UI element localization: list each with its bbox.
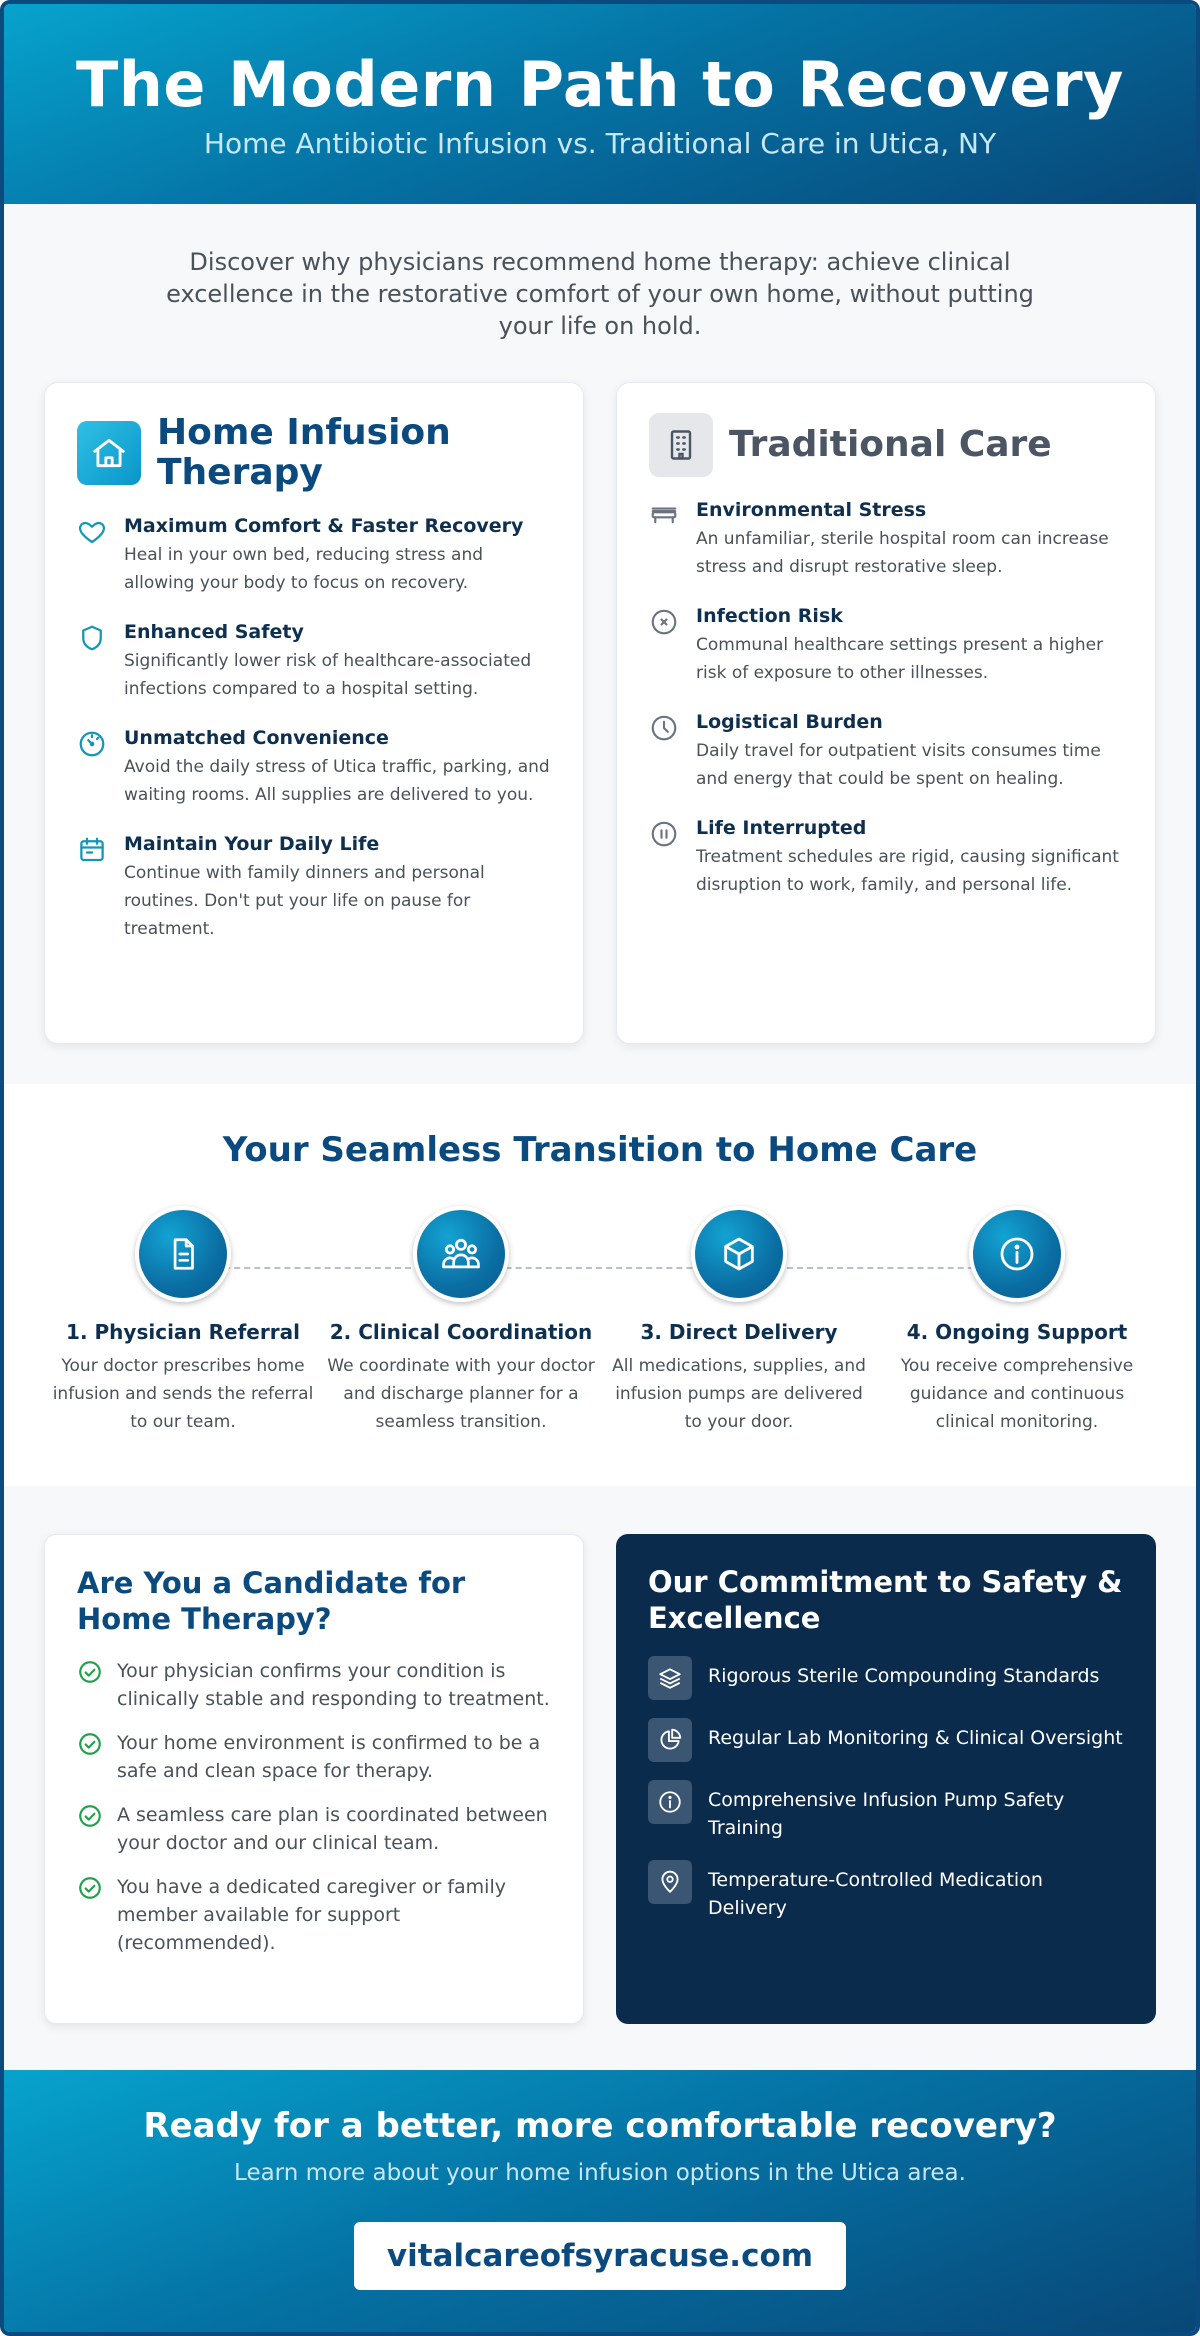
calendar-icon [77,835,107,865]
step-desc: We coordinate with your doctor and discharge planner for a seamless transition. [327,1356,595,1432]
step-desc: All medications, supplies, and infusion pumps are delivered to your door. [612,1356,866,1432]
commitment-item [648,1656,1124,1700]
home-icon [77,421,141,485]
traditional-feature-interrupted [649,817,1123,899]
page-header [4,4,1196,204]
step-direct-delivery [600,1206,878,1436]
step-physician-referral [44,1206,322,1436]
step-desc: You receive comprehensive guidance and continuous clinical monitoring. [900,1356,1134,1432]
candidate-title: Are You a Candidate for Home Therapy? [77,1566,466,1636]
team-icon [413,1206,509,1302]
website-link-button[interactable]: vitalcareofsyracuse.com [354,2222,846,2290]
step-clinical-coordination [322,1206,600,1436]
heart-icon [77,517,107,547]
shield-icon [77,623,107,653]
feature-desc: Continue with family dinners and personal routines. Don't put your life on pause for treatment. [124,863,485,939]
call-to-action-banner [4,2070,1196,2332]
steps-title: Your Seamless Transition to Home Care [222,1130,978,1170]
step-title: 1. Physician Referral [66,1320,300,1344]
feature-desc: Significantly lower risk of healthcare-associated infections compared to a hospital setting. [124,651,532,699]
feature-title: Unmatched Convenience [124,727,389,749]
feature-title: Environmental Stress [696,499,927,521]
page-subtitle: Home Antibiotic Infusion vs. Traditional Care in Utica, NY [203,127,997,160]
candidate-item-text: You have a dedicated caregiver or family member available for support (recommended). [117,1876,506,1954]
x-circle-icon [649,607,679,637]
feature-desc: Daily travel for outpatient visits consumes time and energy that could be spent on healing. [696,741,1101,789]
candidate-item-text: A seamless care plan is coordinated between your doctor and our clinical team. [117,1804,548,1854]
commitment-title: Our Commitment to Safety & Excellence [648,1565,1123,1635]
feature-desc: Heal in your own bed, reducing stress and allowing your body to focus on recovery. [124,545,484,593]
commitment-item [648,1718,1124,1762]
building-icon [649,413,713,477]
commitment-item-text: Rigorous Sterile Compounding Standards [708,1665,1100,1687]
candidate-item-text: Your home environment is confirmed to be a safe and clean space for therapy. [117,1732,541,1782]
cta-subtitle: Learn more about your home infusion options in the Utica area. [234,2160,966,2186]
home-infusion-title: Home Infusion Therapy [157,412,451,493]
feature-title: Infection Risk [696,605,843,627]
candidate-card [44,1534,584,2024]
eligibility-section [4,1486,1196,2024]
step-title: 3. Direct Delivery [640,1320,838,1344]
check-circle-icon [77,1875,103,1901]
feature-desc: Communal healthcare settings present a higher risk of exposure to other illnesses. [696,635,1104,683]
feature-title: Maximum Comfort & Faster Recovery [124,515,524,537]
traditional-care-title: Traditional Care [729,424,1052,465]
home-feature-convenience [77,727,551,809]
feature-title: Maintain Your Daily Life [124,833,380,855]
check-circle-icon [77,1803,103,1829]
bed-icon [649,501,679,531]
check-circle-icon [77,1659,103,1685]
pie-chart-icon [648,1718,692,1762]
commitment-item-text: Comprehensive Infusion Pump Safety Training [708,1789,1065,1839]
candidate-item-text: Your physician confirms your condition is clinically stable and responding to treatment. [117,1660,550,1710]
home-feature-daily-life [77,833,551,943]
step-title: 4. Ongoing Support [906,1320,1128,1344]
step-ongoing-support [878,1206,1156,1436]
feature-desc: Treatment schedules are rigid, causing significant disruption to work, family, and personal life. [696,847,1119,895]
comparison-section [4,342,1196,1044]
map-pin-icon [648,1860,692,1904]
document-icon [135,1206,231,1302]
cta-title: Ready for a better, more comfortable recovery? [143,2106,1057,2146]
home-feature-comfort [77,515,551,597]
step-title: 2. Clinical Coordination [329,1320,593,1344]
layers-icon [648,1656,692,1700]
candidate-item [77,1801,551,1857]
commitment-card [616,1534,1156,2024]
intro-text: Discover why physicians recommend home therapy: achieve clinical excellence in the restorative comfort of your own home, without putting your life on hold. [166,248,1034,340]
feature-title: Life Interrupted [696,817,867,839]
info-icon [969,1206,1065,1302]
feature-title: Enhanced Safety [124,621,304,643]
commitment-item [648,1780,1124,1842]
home-infusion-card [44,382,584,1044]
commitment-item [648,1860,1124,1922]
feature-desc: An unfamiliar, sterile hospital room can increase stress and disrupt restorative sleep. [696,529,1109,577]
candidate-item [77,1873,551,1957]
traditional-feature-logistics [649,711,1123,793]
candidate-item [77,1657,551,1713]
home-feature-safety [77,621,551,703]
step-desc: Your doctor prescribes home infusion and sends the referral to our team. [52,1356,314,1432]
feature-desc: Avoid the daily stress of Utica traffic, parking, and waiting rooms. All supplies are delivered to you. [124,757,550,805]
commitment-item-text: Regular Lab Monitoring & Clinical Oversight [708,1727,1123,1749]
traditional-feature-infection [649,605,1123,687]
gauge-icon [77,729,107,759]
info-icon [648,1780,692,1824]
package-icon [691,1206,787,1302]
page-title: The Modern Path to Recovery [76,48,1124,121]
check-circle-icon [77,1731,103,1757]
clock-icon [649,713,679,743]
traditional-care-card [616,382,1156,1044]
commitment-item-text: Temperature-Controlled Medication Delivery [708,1869,1043,1919]
traditional-feature-stress [649,499,1123,581]
transition-steps-section [4,1084,1196,1486]
pause-circle-icon [649,819,679,849]
candidate-item [77,1729,551,1785]
feature-title: Logistical Burden [696,711,883,733]
